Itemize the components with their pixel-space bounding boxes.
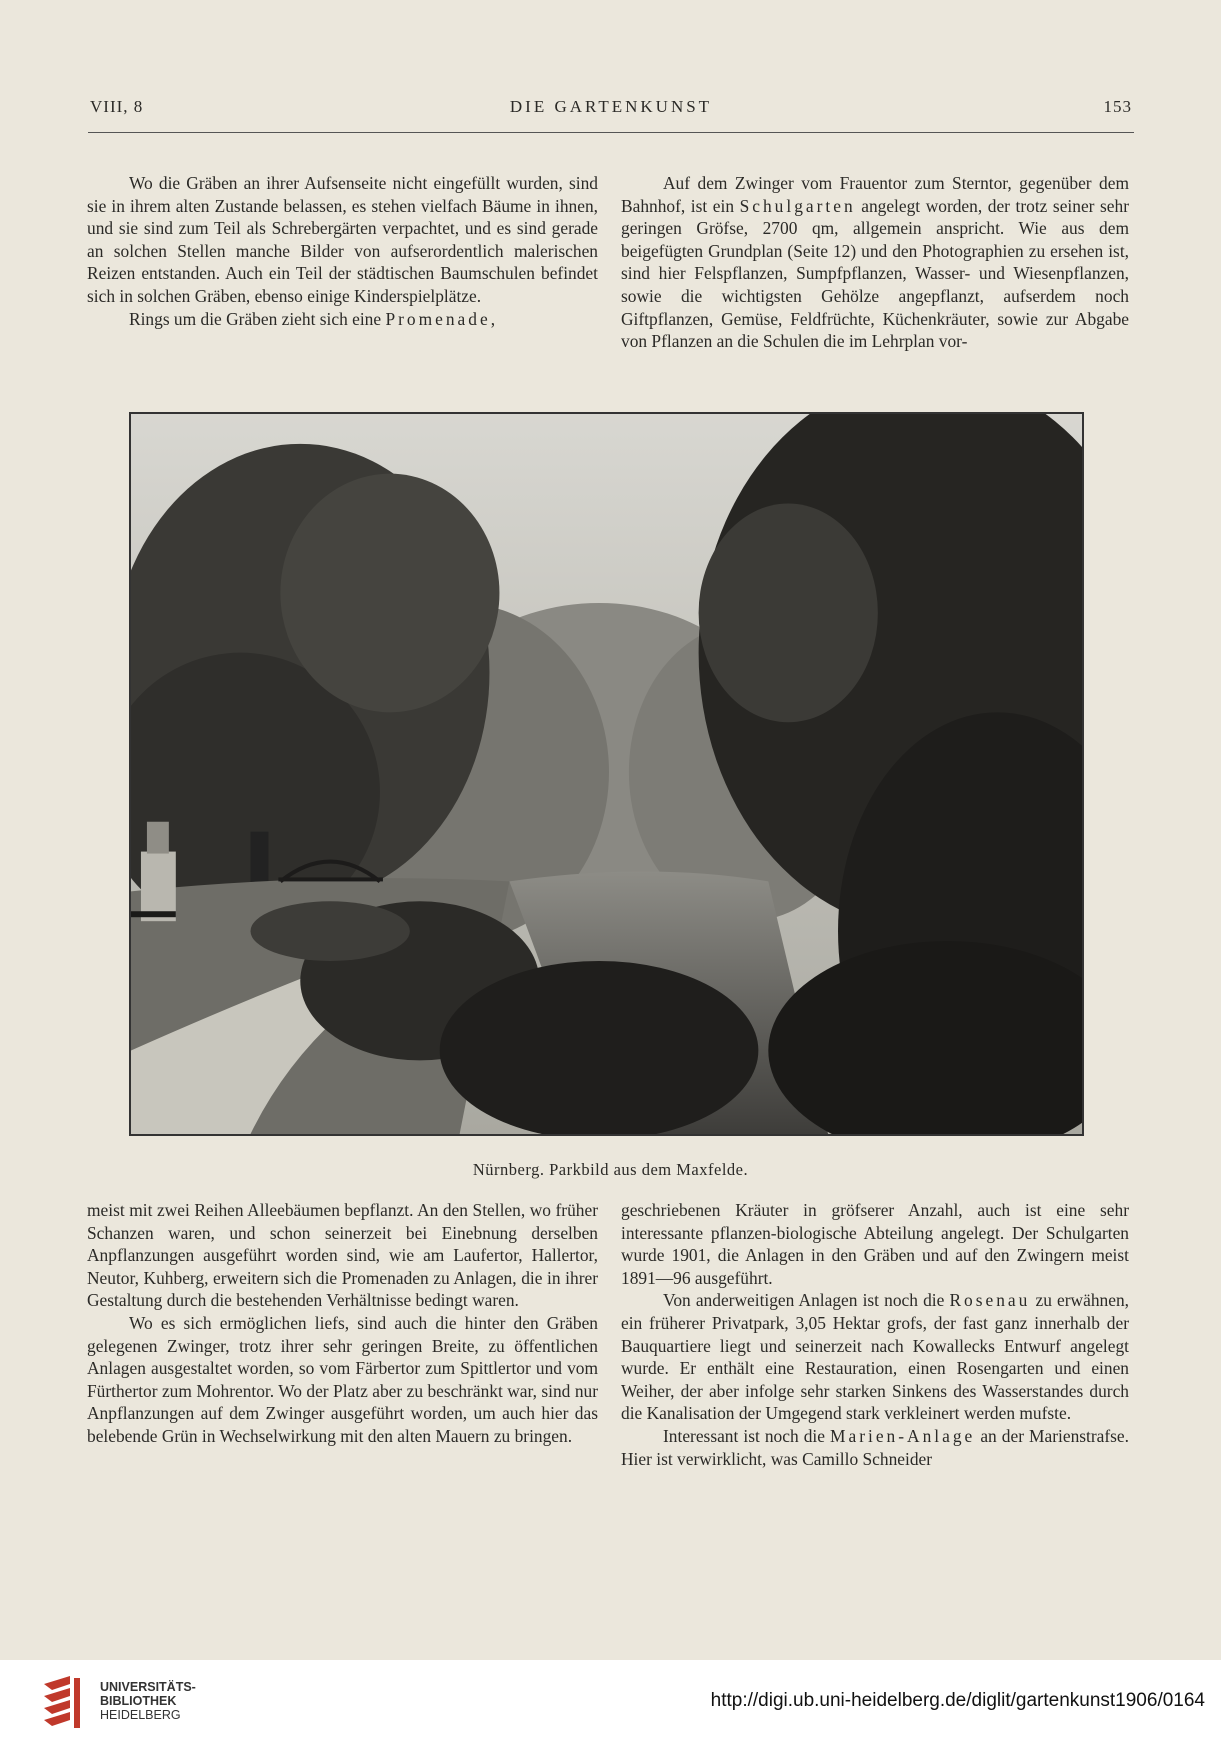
text-run: an der Marienstrafse. Hier ist verwirklicht, was Camillo Schneider (621, 1425, 1129, 1469)
text-run: , (490, 308, 496, 329)
library-name-line: HEIDELBERG (100, 1708, 181, 1722)
running-head (90, 97, 1132, 119)
paragraph (621, 172, 1129, 353)
journal-title: DIE GARTENKUNST (509, 97, 713, 116)
text-run: angelegt worden, der trotz seiner sehr geringen Gröfse, 2700 qm, allgemein anspricht. Wie aus dem beigefügten Grundplan (Seite 12) und den Photographien zu ersehen ist, sind hier Felspflanzen, Sumpfpflanzen, Wasser- und Wiesenpflanzen, sowie die wichtigsten Gehölze angepflanzt, aufserdem noch Giftpflanzen, Gemüse, Feldfrüchte, Küchenkräuter, sowie zur Abgabe von Pflanzen an die Schulen die im Lehrplan vor- (621, 195, 1129, 352)
spaced-term: Promenade (385, 308, 491, 329)
column-bottom-right (621, 1199, 1129, 1470)
text-run: zu erwähnen, ein früherer Privatpark, 3,05 Hektar grofs, der fast ganz innerhalb der Bauquartiere liegt und seinerzeit nach Kowallecks Entwurf angelegt wurde. Er enthält eine Restauration, einen Rosengarten und einen Weiher, der aber infolge sehr starken Sinkens des Wasserstandes durch die Kanalisation der Umgegend stark verkleinert werden mufste. (621, 1290, 1129, 1424)
library-name-line: UNIVERSITÄTS- (100, 1680, 196, 1694)
text-run: Von anderweitigen Anlagen ist noch die (663, 1290, 950, 1311)
paragraph: meist mit zwei Reihen Alleebäumen bepflanzt. An den Stellen, wo früher Schanzen waren, und schon seinerzeit bei Einebnung derselben Anpflanzungen ausgeführt worden sind, wie am Laufertor, Hallertor, Neutor, Kuhberg, erweitern sich die Promenaden zu Anlagen, die in ihrer Gestaltung durch die bestehenden Verhältnisse bedingt waren. (87, 1200, 598, 1311)
header-rule (88, 132, 1134, 133)
column-top-right (621, 172, 1129, 353)
paragraph (621, 1289, 1129, 1425)
column-top-left (87, 172, 598, 330)
spaced-term: Marien-Anlage (830, 1425, 976, 1446)
text-run: Interessant ist noch die (663, 1425, 831, 1446)
figure-caption: Nürnberg. Parkbild aus dem Maxfelde. (472, 1160, 749, 1179)
paragraph (87, 308, 598, 331)
text-run: Auf dem Zwinger vom Frauentor zum Sterntor, gegenüber dem Bahnhof, ist ein (621, 173, 1129, 216)
paragraph (621, 1425, 1129, 1470)
paragraph: Wo es sich ermöglichen liefs, sind auch die hinter den Gräben gelegenen Zwinger, trotz ihrer sehr geringen Breite, zu öffentlichen Anlagen ausgestaltet worden, so vom Färbertor zum Spittlertor und vom Fürthertor zum Mohrentor. Wo der Platz aber zu beschränkt war, sind nur Anpflanzungen auf dem Zwinger ausgeführt worden, um auch hier das belebende Grün in Wechselwirkung mit den alten Mauern zu bringen. (87, 1312, 598, 1446)
volume-issue: VIII, 8 (90, 97, 144, 116)
library-name-line: BIBLIOTHEK (100, 1694, 177, 1708)
park-photograph (129, 412, 1084, 1136)
library-logo (40, 1672, 220, 1736)
library-name (100, 1680, 196, 1722)
spaced-term: Schulgarten (739, 195, 856, 216)
park-photo-illustration (131, 414, 1082, 1134)
page-number: 153 (1103, 97, 1132, 116)
text-run: Rings um die Gräben zieht sich eine (129, 308, 386, 329)
library-emblem-icon (40, 1674, 90, 1732)
source-url-link[interactable]: http://digi.ub.uni-heidelberg.de/diglit/gartenkunst1906/0164 (710, 1690, 1205, 1711)
paragraph: Wo die Gräben an ihrer Aufsenseite nicht eingefüllt wurden, sind sie in ihrem alten Zustande belassen, es stehen vielfach Bäume in ihnen, und sie sind zum Teil als Schrebergärten verpachtet, und es sind gerade an solchen Stellen manche Bilder von aufserordentlich malerischen Reizen entstanden. Auch ein Teil der städtischen Baumschulen befindet sich in solchen Gräben, ebenso einige Kinderspielplätze. (87, 173, 598, 306)
paragraph: geschriebenen Kräuter in gröfserer Anzahl, auch ist eine sehr interessante pflanzen-biologische Abteilung angelegt. Der Schulgarten wurde 1901, die Anlagen in den Gräben und auf den Zwingern meist 1891—96 ausgeführt. (621, 1200, 1129, 1288)
spaced-term: Rosenau (949, 1290, 1031, 1311)
footer-bar (0, 1660, 1221, 1749)
column-bottom-left (87, 1199, 598, 1448)
